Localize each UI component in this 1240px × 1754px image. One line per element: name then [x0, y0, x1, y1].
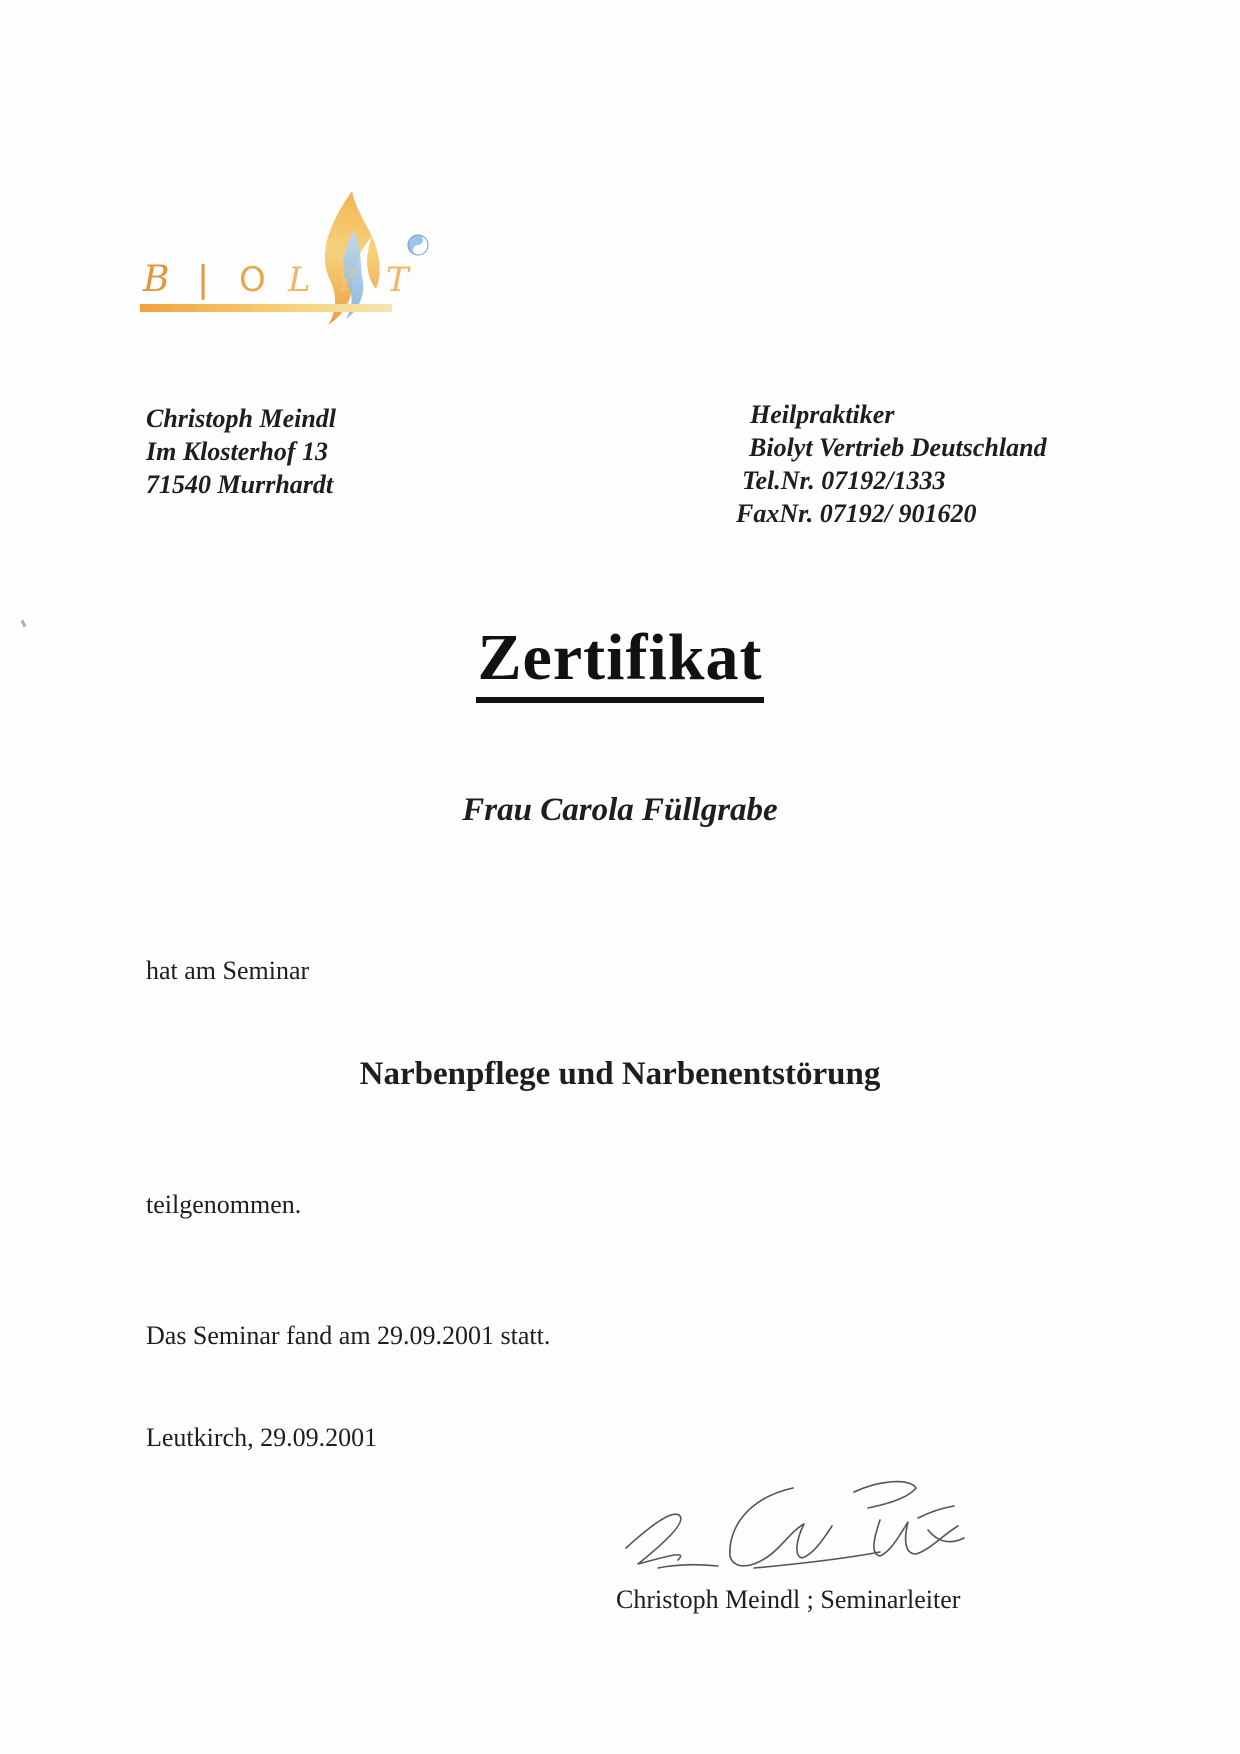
flame-icon: [140, 185, 480, 360]
recipient-name: Frau Carola Füllgrabe: [462, 792, 778, 828]
sender-street: Im Klosterhof 13: [146, 437, 329, 466]
svg-text:Y: Y: [336, 265, 355, 298]
handwritten-signature: [618, 1468, 1018, 1583]
place-date: Leutkirch, 29.09.2001: [146, 1423, 378, 1452]
date-statement: Das Seminar fand am 29.09.2001 statt.: [146, 1321, 551, 1350]
phone-number: Tel.Nr. 07192/1333: [742, 466, 946, 495]
signer-name: Christoph Meindl ; Seminarleiter: [616, 1585, 961, 1614]
business-info: [736, 398, 1047, 530]
sender-name: Christoph Meindl: [146, 404, 337, 433]
sender-city: 71540 Murrhardt: [146, 470, 334, 499]
certificate-title-wrap: [0, 620, 1240, 703]
intro-text: hat am Seminar: [146, 956, 310, 985]
certificate-title: Zertifikat: [476, 623, 765, 703]
company: Biolyt Vertrieb Deutschland: [749, 433, 1047, 462]
svg-text:|: |: [197, 259, 210, 300]
biolyt-logo: [140, 185, 480, 360]
seminar-name: Narbenpflege und Narbenentstörung: [359, 1056, 881, 1092]
svg-text:O: O: [239, 260, 266, 300]
profession: Heilpraktiker: [750, 400, 895, 429]
svg-text:L: L: [288, 260, 311, 300]
svg-text:B: B: [143, 259, 172, 300]
sender-address: [146, 402, 336, 501]
participated-text: teilgenommen.: [146, 1190, 302, 1219]
svg-text:T: T: [386, 260, 409, 300]
fax-number: FaxNr. 07192/ 901620: [736, 499, 977, 528]
